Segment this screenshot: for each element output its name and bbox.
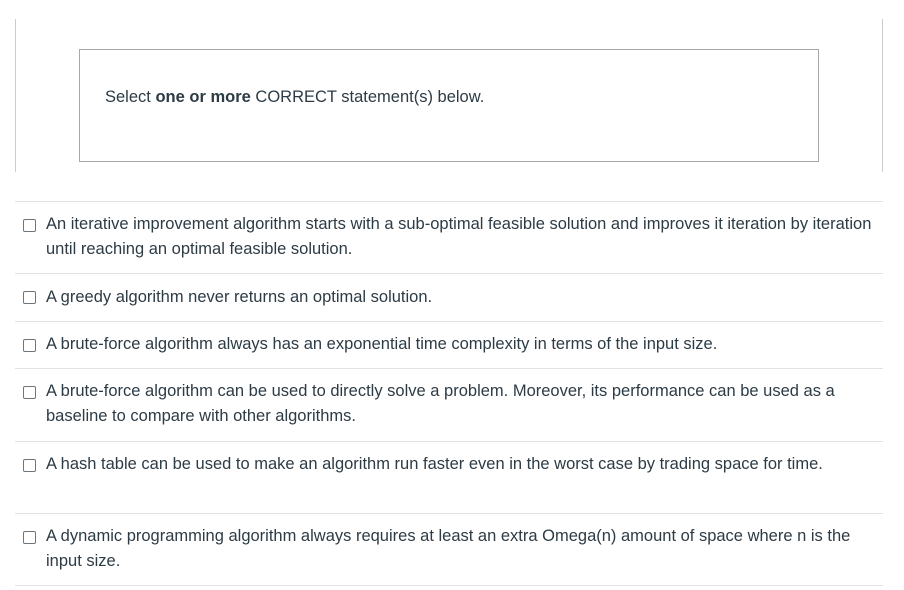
answer-label-4[interactable]: A brute-force algorithm can be used to directly solve a problem. Moreover, its performance can be used as a baseline to compare with other algorithms. (46, 382, 835, 425)
question-prompt (105, 87, 484, 107)
question-prompt-box (79, 49, 819, 162)
answer-option-1[interactable] (15, 202, 883, 274)
answer-checkbox-6[interactable] (23, 531, 36, 544)
answer-label-3[interactable]: A brute-force algorithm always has an exponential time complexity in terms of the input size. (46, 335, 718, 353)
answer-checkbox-3[interactable] (23, 339, 36, 352)
answer-option-5[interactable] (15, 442, 883, 514)
prompt-emphasis: one or more (155, 88, 251, 106)
answer-option-3[interactable] (15, 322, 883, 369)
answer-label-6[interactable]: A dynamic programming algorithm always requires at least an extra Omega(n) amount of space where n is the input size. (46, 527, 851, 570)
answer-checkbox-2[interactable] (23, 291, 36, 304)
answer-option-4[interactable] (15, 369, 883, 442)
prompt-text-before: Select (105, 88, 156, 106)
answer-option-2[interactable] (15, 274, 883, 322)
answer-list (15, 201, 883, 586)
answer-checkbox-1[interactable] (23, 219, 36, 232)
answer-label-5[interactable]: A hash table can be used to make an algorithm run faster even in the worst case by trading space for time. (46, 455, 823, 473)
prompt-text-after: CORRECT statement(s) below. (250, 88, 485, 106)
answer-checkbox-5[interactable] (23, 459, 36, 472)
answer-checkbox-4[interactable] (23, 386, 36, 399)
answer-label-2[interactable]: A greedy algorithm never returns an optimal solution. (46, 288, 433, 306)
answer-label-1[interactable]: An iterative improvement algorithm starts with a sub-optimal feasible solution and improves it iteration by iteration until reaching an optimal feasible solution. (46, 215, 872, 258)
answer-option-6[interactable] (15, 514, 883, 586)
